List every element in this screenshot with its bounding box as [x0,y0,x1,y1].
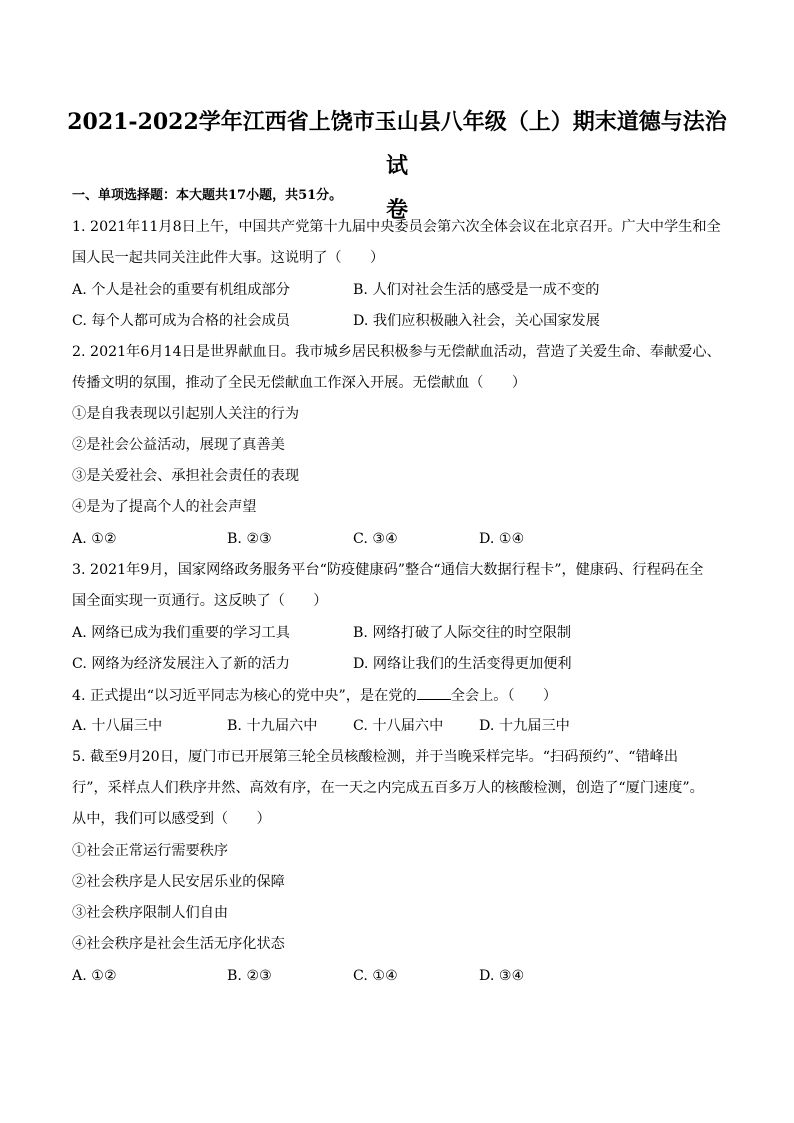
q5-stem-line-3: 从中，我们可以感受到（ ） [72,811,271,827]
q2-option-b: B. ②③ [227,531,272,547]
q5-option-d: D. ③④ [479,968,525,984]
q3-stem-line-2: 国全面实现一页通行。这反映了（ ） [72,593,328,609]
q1-stem-line-2: 国人民一起共同关注此件大事。这说明了（ ） [72,250,385,266]
section-header: 一、单项选择题：本大题共17小题，共51分。 [72,188,343,203]
q4-stem-post: 全会上。（ ） [450,688,558,704]
q1-option-c: C. 每个人都可成为合格的社会成员 [72,313,290,329]
q1-stem-line-1: 1. 2021年11月8日上午，中国共产党第十九届中央委员会第六次全体会议在北京召开。广大中学生和全 [72,219,721,235]
q3-option-a: A. 网络已成为我们重要的学习工具 [72,625,290,641]
q2-item-1: ①是自我表现以引起别人关注的行为 [72,406,300,422]
q2-item-3: ③是关爱社会、承担社会责任的表现 [72,468,300,484]
q2-option-c: C. ③④ [353,531,398,547]
q4-option-b: B. 十九届六中 [227,718,318,734]
q4-option-c: C. 十八届六中 [353,718,444,734]
q5-item-2: ②社会秩序是人民安居乐业的保障 [72,874,285,890]
q2-option-d: D. ①④ [479,531,525,547]
q4-stem [72,685,557,706]
q2-item-2: ②是社会公益活动，展现了真善美 [72,437,285,453]
q1-option-d: D. 我们应积极融入社会，关心国家发展 [353,313,600,329]
q2-stem-line-2: 传播文明的氛围，推动了全民无偿献血工作深入开展。无偿献血（ ） [72,375,527,391]
q2-item-4: ④是为了提高个人的社会声望 [72,499,257,515]
q2-option-a: A. ①② [72,531,117,547]
q5-item-3: ③社会秩序限制人们自由 [72,905,229,921]
q5-stem-line-2: 行”，采样点人们秩序井然、高效有序，在一天之内完成五百多万人的核酸检测，创造了“厦门速度”。 [72,780,704,796]
q4-option-d: D. 十九届三中 [479,718,570,734]
q1-option-a: A. 个人是社会的重要有机组成部分 [72,282,290,298]
title-line-2: 卷 [385,197,408,223]
q1-option-b: B. 人们对社会生活的感受是一成不变的 [353,282,600,298]
page-title [60,100,734,232]
q3-option-d: D. 网络让我们的生活变得更加便利 [353,656,572,672]
q4-stem-pre: 4. 正式提出“以习近平同志为核心的党中央”，是在党的 [72,688,417,704]
q4-option-a: A. 十八届三中 [72,718,163,734]
q3-option-b: B. 网络打破了人际交往的时空限制 [353,625,572,641]
q4-answer-blank [417,685,451,700]
q5-option-b: B. ②③ [227,968,272,984]
q5-item-1: ①社会正常运行需要秩序 [72,843,229,859]
title-line-1: 2021-2022学年江西省上饶市玉山县八年级（上）期末道德与法治试 [67,109,727,179]
q5-option-a: A. ①② [72,968,117,984]
q3-option-c: C. 网络为经济发展注入了新的活力 [72,656,290,672]
q5-stem-line-1: 5. 截至9月20日，厦门市已开展第三轮全员核酸检测，并于当晚采样完毕。“扫码预约”、“错峰出 [72,749,679,765]
q2-stem-line-1: 2. 2021年6月14日是世界献血日。我市城乡居民积极参与无偿献血活动，营造了关爱生命、奉献爱心、 [72,344,721,360]
q5-option-c: C. ①④ [353,968,398,984]
q5-item-4: ④社会秩序是社会生活无序化状态 [72,936,285,952]
q3-stem-line-1: 3. 2021年9月，国家网络政务服务平台“防疫健康码”整合“通信大数据行程卡”，健康码、行程码在全 [72,562,704,578]
